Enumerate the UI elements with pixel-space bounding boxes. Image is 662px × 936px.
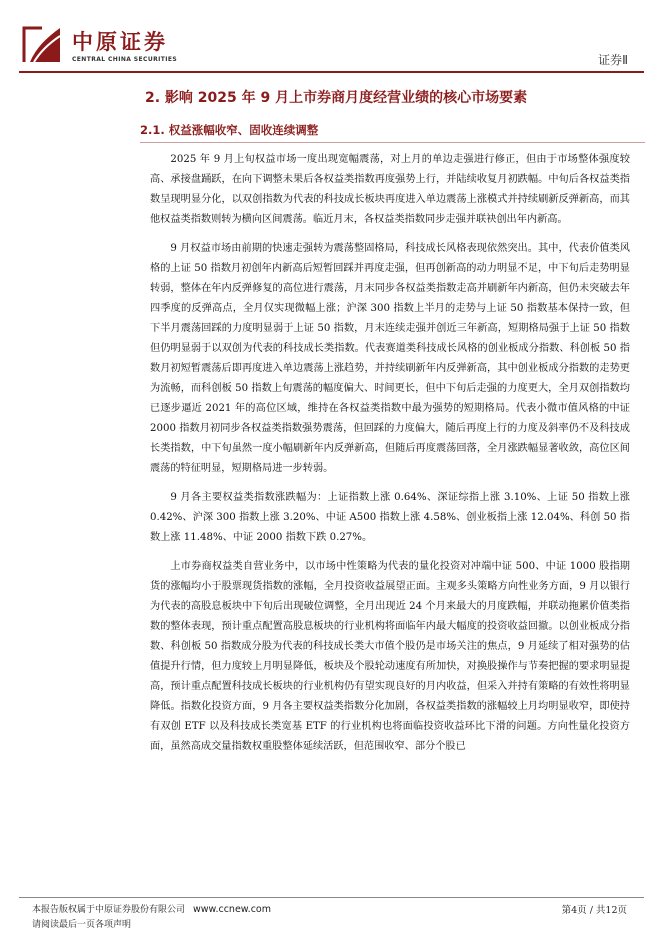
header-divider <box>19 71 644 73</box>
page-header <box>0 0 662 76</box>
paragraph: 9 月各主要权益类指数涨跌幅为：上证指数上涨 0.64%、深证综指上涨 3.10%、上证 50 指数上涨 0.42%、沪深 300 指数上涨 3.20%、中证 A500 指数上涨 4.58%、创业板指上涨 12.04%、科创 50 指数上涨 11.48%、中证 2000 指数下跌 0.27%。 <box>150 492 630 543</box>
report-type-label: 证券Ⅱ <box>598 53 628 67</box>
article-body <box>150 150 630 766</box>
subsection-title: 2.1. 权益涨幅收窄、固收连续调整 <box>140 123 319 137</box>
logo-subtext: CENTRAL CHINA SECURITIES <box>72 56 178 63</box>
footer-left <box>32 902 271 933</box>
paragraph: 9 月权益市场由前期的快速走强转为震荡整固格局，科技成长风格表现依然突出。其中，代表价值类风格的上证 50 指数月初创年内新高后短暂回踩并再度走强，但再创新高的动力明显不足，中下旬后走势明显转弱，整体在年内反弹修复的高位进行震荡，月末同步各权益类指数走高并刷新年内新高，但仍未突破去年四季度的反弹高点，全月仅实现微幅上涨；沪深 300 指数上半月的走势与上证 50 指数基本保持一致，但下半月震荡回踩的力度明显弱于上证 50 指数，月末连续走强并创近三年新高，短期格局强于上证 50 指数但仍明显弱于以双创为代表的科技成长类指数。代表赛道类科技成长风格的创业板成分指数、科创板 50 指数月初短暂震荡后即再度进入单边震荡上涨趋势，并持续刷新年内反弹新高，其中创业板成分指数的走势更为流畅，而科创板 50 指数上旬震荡的幅度偏大、时间更长，但中下旬后走强的力度更大，全月双创指数均已逐步逼近 2021 年的高位区域，维持在各权益类指数中最为强势的短期格局。代表小微市值风格的中证 2000 指数月初同步各权益类指数强势震荡，但回踩的力度偏大，随后再度上行的力度及斜率仍不及科技成长类指数，中下旬虽然一度小幅刷新年内反弹新高，但随后再度震荡回落，全月涨跌幅显著收敛，高位区间震荡的特征明显，短期格局进一步转弱。 <box>150 243 630 474</box>
subsection-divider <box>140 142 645 143</box>
paragraph: 2025 年 9 月上旬权益市场一度出现宽幅震荡，对上月的单边走强进行修正，但由于市场整体强度较高、承接盘踊跃，在向下调整未果后各权益类指数再度强势上行，并陆续收复月初跌幅。中旬后各权益类指数呈现明显分化，以双创指数为代表的科技成长板块再度进入单边震荡上涨模式并持续刷新反弹新高，而其他权益类指数则转为横向区间震荡。临近月末，各权益类指数同步走强并联袂创出年内新高。 <box>150 154 630 225</box>
copyright-text: 本报告版权属于中原证券股份有限公司 <box>32 905 186 915</box>
logo-mark-icon <box>20 22 64 66</box>
disclaimer-text: 请阅读最后一页各项声明 <box>32 920 132 930</box>
paragraph: 上市券商权益类自营业务中，以市场中性策略为代表的量化投资对冲端中证 500、中证 1000 股指期货的涨幅均小于股票现货指数的涨幅，全月投资收益展望正面。主观多头策略方向性业务方面，9 月以银行为代表的高股息板块中下旬后出现破位调整，全月出现近 24 个月来最大的月度跌幅，并联动拖累价值类指数的整体表现，预计重点配置高股息板块的行业机构将面临年内最大幅度的投资收益回撤。以创业板成分指数、科创板 50 指数成分股为代表的科技成长类大市值个股仍是市场关注的焦点，9 月延续了相对强势的估值提升行情，但力度较上月明显降低，板块及个股轮动速度有所加快，对换股操作与节奏把握的要求明显提高，预计重点配置科技成长板块的行业机构仍有望实现良好的月内收益，但采入并持有策略的有效性将明显降低。指数化投资方面，9 月各主要权益类指数分化加剧，各权益类指数的涨幅较上月均明显收窄，即使持有双创 ETF 以及科技成长类宽基 ETF 的行业机构也将面临投资收益环比下滑的问题。方向性量化投资方面，虽然高成交量指数权重股整体延续活跃，但范围收窄、部分个股已 <box>150 561 630 752</box>
section-title: 2. 影响 2025 年 9 月上市券商月度经营业绩的核心市场要素 <box>145 90 528 106</box>
footer-divider <box>19 897 644 898</box>
website-link[interactable]: www.ccnew.com <box>193 904 271 915</box>
page-number: 第4页 / 共12页 <box>561 905 627 916</box>
logo-text: 中原证券 <box>72 30 168 54</box>
